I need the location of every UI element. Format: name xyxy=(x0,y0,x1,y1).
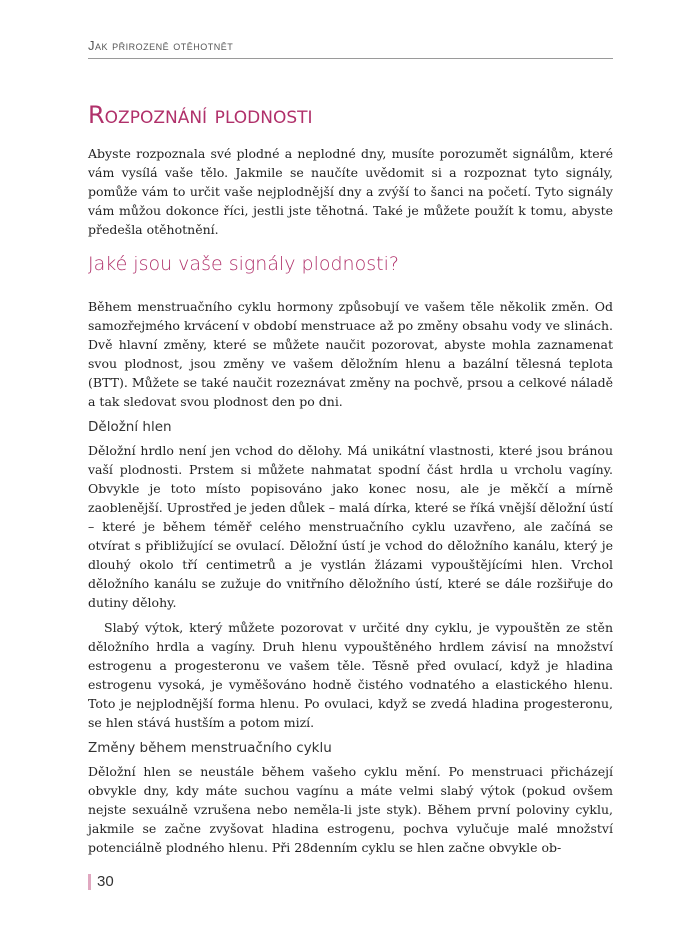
folio-bar xyxy=(88,874,91,890)
subsection-title-cycle-changes: Změny během menstruačního cyklu xyxy=(88,740,332,756)
cycle-changes-paragraph-1: Děložní hlen se neustále během vašeho cyklu mění. Po menstruaci přicházejí obvykle dny, kdy máte suchou vagínu a máte velmi slabý výtok (pokud ovšem nejste sexuálně vzrušena nebo neměla-li jste styk). Během první poloviny cyklu, jakmile se začne zvyšovat hladina estrogenu, pochva vylučuje malé množství potenciálně plodného hlenu. Při 28denním cyklu se hlen začne obvykle ob- xyxy=(88,764,613,855)
section-intro: Během menstruačního cyklu hormony způsobují ve vašem těle několik změn. Od samozřejmého krvácení v období menstruace až po změny obsahu vody ve slinách. Dvě hlavní změny, které se můžete naučit pozorovat, abyste mohla zaznamenat svou plodnost, jsou změny ve vašem děložním hlenu a bazální tělesná teplota (BTT). Můžete se také naučit rozeznávat změny na pochvě, prsou a celkové náladě a tak sledovat svou plodnost den po dni. xyxy=(88,299,613,409)
mucus-paragraph-2: Slabý výtok, který můžete pozorovat v určité dny cyklu, je vypouštěn ze stěn děložního hrdla a vagíny. Druh hlenu vypouštěného hrdlem závisí na množství estrogenu a progesteronu ve vašem těle. Těsně před ovulací, když je hladina estrogenu vysoká, je vyměšováno hodně čistého vodnatého a elastického hlenu. Toto je nejplodnější forma hlenu. Po ovulaci, když se zvedá hladina progesteronu, se hlen stává hustším a potom mizí. xyxy=(88,620,613,730)
page-footer xyxy=(88,873,114,890)
running-head: Jak přirozeně otěhotnět xyxy=(88,38,234,53)
section-title: Jaké jsou vaše signály plodnosti? xyxy=(88,253,399,275)
page-content xyxy=(88,100,613,863)
chapter-intro: Abyste rozpoznala své plodné a neplodné dny, musíte porozumět signálům, které vám vysílá vaše tělo. Jakmile se naučíte uvědomit si a rozpoznat tyto signály, pomůže vám to určit vaše nejplodnější dny a zvýší to šanci na početí. Tyto signály vám můžou dokonce říci, jestli jste těhotná. Také je můžete použít k tomu, abyste předešla otěhotnění. xyxy=(88,146,613,237)
page-number: 30 xyxy=(97,873,114,890)
mucus-paragraph-1: Děložní hrdlo není jen vchod do dělohy. Má unikátní vlastnosti, které jsou bránou vaší plodnosti. Prstem si můžete nahmatat spodní část hrdla u vrcholu vagíny. Obvykle je toto místo popisováno jako konec nosu, ale je měkčí a mírně zaoblenější. Uprostřed je jeden důlek – malá dírka, které se říká vnější děložní ústí – které je během téměř celého menstruačního cyklu uzavřeno, ale začíná se otvírat s přibližující se ovulací. Děložní ústí je vchod do děložního kanálu, který je dlouhý okolo tří centimetrů a je vystlán žlázami vypouštějícími hlen. Vrchol děložního kanálu se zužuje do vnitřního děložního ústí, které se dále rozšiřuje do dutiny dělohy. xyxy=(88,443,613,610)
chapter-title: Rozpoznání plodnosti xyxy=(88,101,313,129)
header-rule xyxy=(88,58,613,59)
subsection-title-mucus: Děložní hlen xyxy=(88,419,172,435)
